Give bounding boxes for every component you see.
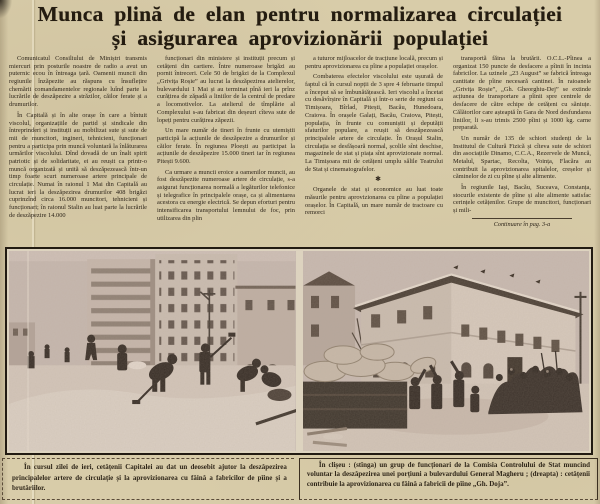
- column-1: [9, 55, 147, 247]
- star-separator: ✱: [375, 175, 381, 184]
- article-body-columns: [9, 55, 591, 247]
- paragraph: Combaterea efectelor viscolului este ușurată de faptul că în cursul nopții de 3 spre 4 februarie timpul a început să se îmbunătățească. Ieri viscolul a încetat cu desăvîrșire în Capitală și într-o serie de regiuni ca Timișoara, Bîrlad, Pitești, Bacău, Hunedoara, Craiova. În orașele Galați, Bacău, Craiova, Pitești, populația, în frunte cu comuniștii și deputății sfaturilor populare, a reușit să deszăpezească principalele artere de circulație. În Orașul Stalin, circulația se desfășoară normal, școlile sînt deschise, magazinele de stat și piața sînt aprovizionate normal. La Timișoara mii de cetățeni umplu sălile Teatrului de Stat și cinematografelor.: [305, 73, 443, 173]
- paragraph: Un mare număr de tineri în frunte cu utemiștii participă la acțiunile de deszăpezire a drumurilor și căilor ferate. În regiunea Ploești au participat la acțiunile de deszăpezire 15.000 tineri iar în regiunea Pitești 9.600.: [157, 127, 295, 165]
- photo-snow-clearing-boulevard: [9, 251, 296, 451]
- paragraph: Comunicatul Consiliului de Miniștri transmis miercuri prin posturile noastre de radio a avut un puternic ecou în întreaga țară. Oamenii muncii din regiunile înzăpezite au răspuns cu însuflețire chemării comandamentelor regionale luînd parte la lucrările de deszăpezire a străzilor, căilor ferate și a drumurilor.: [9, 55, 147, 109]
- paragraph: În Capitală și în alte orașe în care a bîntuit viscolul, organizațiile de partid și sindicale din întreprinderi și instituții au mobilizat sute și sute de mii de muncitori, ingineri, tehnicieni, funcționari pentru a participa prin muncă voluntară la înlăturarea urmărilor viscolului. Dînd dovadă de un înalt spirit patriotic și de solidaritate, ei au reușit ca printr-o muncă organizată și unită să deszăpezească într-un timp foarte scurt numeroase artere principale de circulație. Numai în raionul 1 Mai din Capitală au lucrat ieri la deszăpezirea drumurilor 408 brigăzi cuprinzînd circa 16.000 muncitori, tehnicieni și funcționari; în raionul Stalin au luat parte la lucrările de deszăpezire 14.000: [9, 111, 147, 219]
- photo-frame: [5, 247, 593, 455]
- photo-right-illustration: [303, 251, 590, 451]
- paragraph: Ca urmare a muncii eroice a oamenilor muncii, au fost deszăpezite numeroase artere de circulație, s-a asigurat funcționarea normală a legăturilor telefonice și telegrafice în principalele orașe, ca și alimentarea acestora cu energie electrică. Se depun eforturi pentru intensificarea transportului lemnului de foc, prin utilizarea din plin: [157, 168, 295, 222]
- caption-left-text: În cursul zilei de ieri, cetățenii Capitalei au dat un deosebit ajutor la deszăpezirea principalelor artere de circulație și la aprovizionarea cu făină a fabricilor de pîine și a brutăriilor.: [12, 463, 287, 492]
- continuation-note: Continuare în pag. 3-a: [472, 218, 571, 228]
- paragraph: funcționari din ministere și instituții precum și cetățeni din cartiere. Între numeroase brigăzi au pornit întreceri. Cele 50 de brigăzi de la Complexul „Grivița Roșie” au lucrat la deszăpezirea atelierelor, bulevardului 1 Mai și au terminat pînă ieri la prînz curățirea de zăpadă a liniilor de la centrul de predare a locomotivelor. La atelierul de tîmplărie al Complexului s-au fabricat din deșeuri cîteva sute de lopeți pentru curățirea zăpezii.: [157, 55, 295, 124]
- paragraph: În regiunile Iași, Bacău, Suceava, Constanța, stocurile existente de pîine și alte alimente satisfac cerințele cetățenilor. Grupe de muncitori, funcționari și mili-: [453, 184, 591, 215]
- article-headline: [0, 3, 600, 50]
- paragraph: transportă făina la brutării. O.C.L.-Pîinea a organizat 150 puncte de desfacere a pîinii în incinta fabricilor. La uzinele „23 August” se fabrică întreaga cantitate de pîine necesară cantinei. În raioanele „Grivița Roșie”, „Gh. Gheorghiu-Dej” se extinde acțiunea de transportare a pîinii spre centrele de desfacere de către echipe de cetățeni cu săniuțe. Călătorilor care așteaptă în Gara de Nord desfundarea liniilor, li s-au trimis 2500 pîini și 1000 kg. carne preparată.: [453, 55, 591, 132]
- column-3: [305, 55, 443, 247]
- photo-flour-delivery-bread-factory: [303, 251, 590, 451]
- caption-right-text: În clișeu : (stînga) un grup de funcționari de la Comisia Controlului de Stat muncind voluntar la deszăpezirea unei porțiuni a bulevardului General Magheru ; (dreapta) : cetățenii contribuie la aprovizionarea cu făină a fabricii de pîine „Gh. Doja”.: [306, 461, 590, 488]
- headline-line-1: Munca plină de elan pentru normalizarea circulației: [37, 2, 563, 26]
- headline-line-2: și asigurarea aprovizionării populației: [111, 25, 489, 50]
- paragraph: Un număr de 135 de schiori studenți de la Institutul de Cultură Fizică și cîteva sute de schiori din asociațiile Dinamo, C.C.A., Rezervele de Muncă, Metalul, Spartac, Recolta, Voința, Flacăra au contribuit la aprovizionarea spitalelor, creșelor și căminelor de zi cu pîine și alte alimente.: [453, 134, 591, 181]
- photo-left-illustration: [9, 251, 296, 451]
- column-2: [157, 55, 295, 247]
- column-4: [453, 55, 591, 247]
- caption-right: [299, 458, 598, 500]
- photo-captions: [2, 458, 598, 500]
- paragraph: Organele de stat și economice au luat toate măsurile pentru aprovizionarea cu pîine a populației orașelor. În Capitală, un mare număr de tractoare cu remorci: [305, 186, 443, 217]
- paragraph: a tuturor mijloacelor de tracțiune locală, precum și pentru aprovizionarea cu pîine a populației orașelor.: [305, 55, 443, 70]
- caption-left: [2, 458, 294, 500]
